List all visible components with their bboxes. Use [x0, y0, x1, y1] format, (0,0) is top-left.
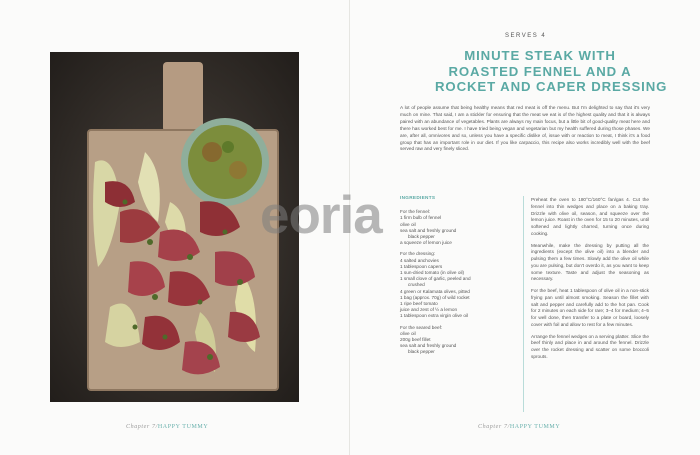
beef-subheading: For the seared beef: [400, 324, 443, 330]
method-step: For the beef, heat 1 tablespoon of olive oil in a non-stick frying pan until almost smoking. Season the fillet with salt and pepper and carefully add to the hot pan. Cook for 2 minutes on each side for rare; 3–4 for medium; 4–5 for well done, then transfer to a plate or board, loosely cover with foil and allow to rest for a few minutes. [531, 288, 649, 327]
ingredient-item: 1 ripe beef tomato [400, 301, 438, 307]
title-line: ROCKET AND CAPER DRESSING [435, 79, 668, 94]
method-step: Arrange the fennel wedges on a serving platter. Slice the beef thinly and place in and around the fennel. Drizzle over the rocket dressing and scatter on some broccoli sprouts. [531, 333, 649, 359]
footer-section: HAPPY TUMMY [509, 424, 561, 430]
footer-separator: / [155, 424, 158, 430]
ingredient-item: 1 sun-dried tomato (in olive oil) [400, 270, 465, 276]
right-page-footer [478, 424, 560, 430]
ingredient-item: 1 bag (approx. 70g) of wild rocket [400, 294, 470, 300]
recipe-title [435, 48, 668, 95]
ingredient-item: black pepper [408, 349, 435, 355]
ingredient-item: a squeeze of lemon juice [400, 240, 452, 246]
dressing-subheading: For the dressing: [400, 251, 436, 257]
ingredient-item: 4 salted anchovies [400, 257, 439, 263]
title-line: ROASTED FENNEL AND A [448, 63, 632, 79]
method-step: Meanwhile, make the dressing by putting all the ingredients (except the olive oil) into a blender and pulsing them a few times. Slowly add the olive oil while you are pulsing, but don't overdo it, as you want to keep some texture. Taste and adjust the seasoning as necessary. [531, 242, 649, 282]
column-divider [523, 196, 524, 412]
footer-chapter: Chapter 7 [478, 424, 508, 430]
ingredient-item: 1 small clove of garlic, peeled and [400, 276, 471, 282]
method-column [531, 197, 649, 366]
ingredient-item: juice and zest of ½ a lemon [400, 307, 458, 313]
intro-paragraph: A lot of people assume that being healthy means that red meat is off the menu. But I'm delighted to say that it's very much on mine. That said, I am a stickler for ensuring that the meat we eat is of the highest quality and that it is always paired with an abundance of vegetables. Plants are always my main focus, but a little bit of good-quality meat here and there has worked best for me. I have tried being vegan and vegetarian but my health suffered during those phases. We are, after all, omnivores and so, unless you have a specific dislike of, issue with or reaction to meat, I think it's a food group that has an important role in our diet. If you like carpaccio, this recipe also works incredibly well with the beef served raw and very finely sliced. [400, 105, 650, 152]
ingredient-item: 4 green or Kalamata olives, pitted [400, 288, 470, 294]
ingredients-heading: INGREDIENTS [400, 195, 436, 200]
footer-separator: / [507, 424, 510, 430]
ingredient-item: crushed [408, 282, 425, 288]
ingredient-item: sea salt and freshly ground [400, 227, 457, 233]
title-line: MINUTE STEAK WITH [464, 48, 616, 63]
watermark: eoria [260, 186, 382, 245]
method-step: Preheat the oven to 180°C/160°C fan/gas 4. Cut the fennel into thin wedges and place on a baking tray. Drizzle with olive oil, season, and squeeze over the lemon juice. Roast in the oven for 15 to 20 minutes, until softened and lightly charred, turning once during cooking. [531, 197, 649, 236]
ingredients-column [400, 195, 498, 356]
ingredient-item: 1 firm bulb of fennel [400, 215, 442, 221]
serves-label: SERVES 4 [505, 33, 547, 39]
ingredient-item: olive oil [400, 221, 416, 227]
ingredient-item: 200g beef fillet [400, 337, 431, 343]
ingredient-item: olive oil [400, 330, 416, 336]
footer-chapter: Chapter 7 [126, 424, 156, 430]
left-page-footer [126, 424, 208, 430]
ingredient-item: 1 tablespoon capers [400, 263, 443, 269]
footer-section: HAPPY TUMMY [157, 424, 209, 430]
ingredient-item: black pepper [408, 234, 435, 240]
ingredient-item: sea salt and freshly ground [400, 343, 457, 349]
fennel-subheading: For the fennel: [400, 209, 431, 215]
ingredient-item: 1 tablespoon extra virgin olive oil [400, 313, 469, 319]
board-handle [163, 62, 203, 132]
